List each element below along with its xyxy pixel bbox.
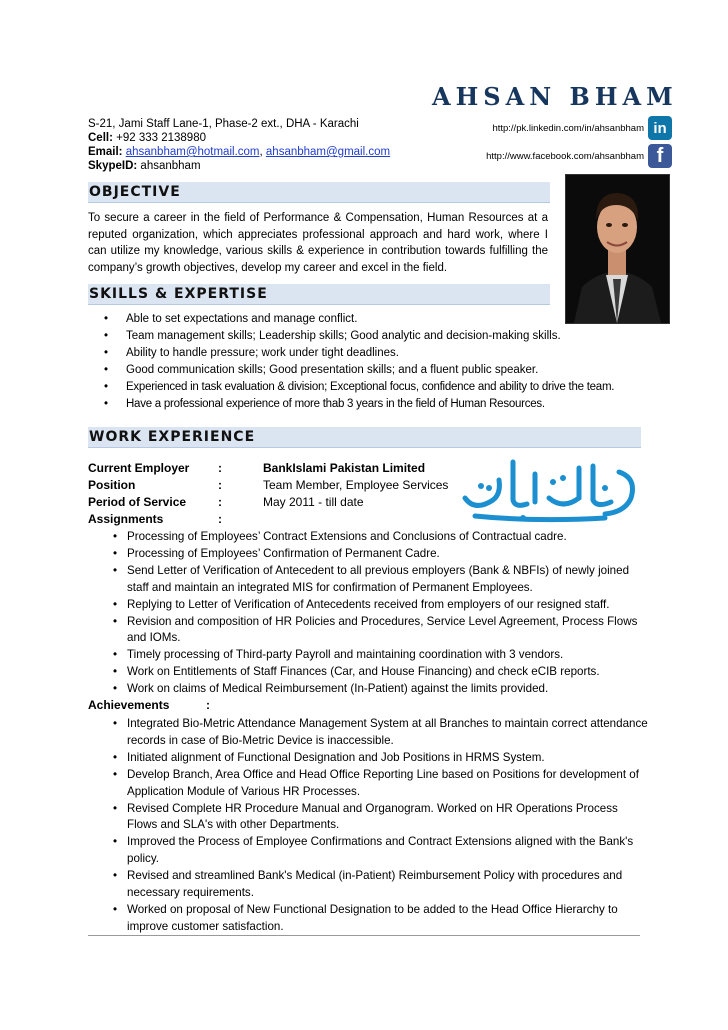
assignments-list xyxy=(88,529,648,698)
email-separator: , xyxy=(259,146,263,158)
assignments-label: Assignments xyxy=(88,512,164,526)
list-item: • Processing of Employees’ Confirmation of Permanent Cadre. xyxy=(88,546,648,563)
profile-photo xyxy=(565,174,670,324)
skype-line xyxy=(88,159,390,173)
candidate-name: AHSAN BHAM xyxy=(432,82,678,111)
list-item: • Able to set expectations and manage conflict. xyxy=(88,311,648,328)
colon: : xyxy=(218,461,222,475)
period-label: Period of Service xyxy=(88,495,187,509)
employer-value: BankIslami Pakistan Limited xyxy=(263,461,426,475)
position-label: Position xyxy=(88,478,136,492)
list-item: • Integrated Bio-Metric Attendance Management System at all Branches to maintain correct attendance records in case of Bio-Metric Device is inaccessible. xyxy=(88,716,648,750)
list-item: • Good communication skills; Good presentation skills; and a fluent public speaker. xyxy=(88,362,648,379)
list-item: • Initiated alignment of Functional Designation and Job Positions in HRMS System. xyxy=(88,750,648,767)
colon: : xyxy=(218,495,222,509)
achievements-row xyxy=(88,698,210,712)
list-item: • Revised Complete HR Procedure Manual and Organogram. Worked on HR Operations Process Flows and SLA's with other Departments. xyxy=(88,801,648,835)
employer-label: Current Employer xyxy=(88,461,190,475)
objective-heading: OBJECTIVE xyxy=(88,182,550,203)
work-heading: WORK EXPERIENCE xyxy=(88,427,641,448)
list-item: • Replying to Letter of Verification of Antecedents received from employers of our resigned staff. xyxy=(88,597,648,614)
bottom-divider xyxy=(88,935,640,936)
colon: : xyxy=(206,698,210,712)
period-row xyxy=(88,494,448,511)
employment-details xyxy=(88,460,448,528)
list-item: • Revised and streamlined Bank's Medical (in-Patient) Reimbursement Policy with procedures and necessary requirements. xyxy=(88,868,648,902)
list-item: • Worked on proposal of New Functional Designation to be added to the Head Office Hierarchy to improve customer satisfaction. xyxy=(88,902,648,936)
list-item: • Revision and composition of HR Policies and Procedures, Service Level Agreement, Process Flows and IOMs. xyxy=(88,614,648,648)
cell-label: Cell: xyxy=(88,132,113,144)
linkedin-url[interactable]: http://pk.linkedin.com/in/ahsanbham xyxy=(492,122,644,134)
position-row xyxy=(88,477,448,494)
cell-line xyxy=(88,131,390,145)
list-item: • Work on claims of Medical Reimbursement (In-Patient) against the limits provided. xyxy=(88,681,648,698)
achievements-label: Achievements xyxy=(88,698,170,712)
list-item: • Have a professional experience of more thab 3 years in the field of Human Resources. xyxy=(88,396,648,413)
email-label: Email: xyxy=(88,146,123,158)
email-link-hotmail[interactable]: ahsanbham@hotmail.com xyxy=(125,146,260,158)
colon: : xyxy=(218,512,222,526)
list-item: • Improved the Process of Employee Confirmations and Contract Extensions aligned with the Bank's policy. xyxy=(88,834,648,868)
assignments-row xyxy=(88,511,448,528)
email-line xyxy=(88,145,390,159)
linkedin-icon[interactable]: in xyxy=(648,116,672,140)
period-value: May 2011 - till date xyxy=(263,495,364,509)
list-item: • Experienced in task evaluation & division; Exceptional focus, confidence and ability to drive the team. xyxy=(88,379,648,396)
list-item: • Timely processing of Third-party Payroll and maintaining coordination with 3 vendors. xyxy=(88,647,648,664)
cell-number: +92 333 2138980 xyxy=(116,132,206,144)
skype-label: SkypeID: xyxy=(88,160,138,172)
bankislami-logo xyxy=(455,448,645,526)
objective-text: To secure a career in the field of Performance & Compensation, Human Resources at a reputed organization, which appreciates professional approach and hard work, where I can utilize my knowledge, various skills & experience in contribution towards fulfilling the company’s growth objectives, develop my career and excel in the field. xyxy=(88,212,548,274)
contact-block xyxy=(88,117,390,173)
list-item: • Work on Entitlements of Staff Finances (Car, and House Financing) and check eCIB reports. xyxy=(88,664,648,681)
achievements-list xyxy=(88,716,648,936)
position-value: Team Member, Employee Services xyxy=(263,478,449,492)
list-item: • Develop Branch, Area Office and Head Office Reporting Line based on Positions for development of Application Module of Various HR Processes. xyxy=(88,767,648,801)
skype-id: ahsanbham xyxy=(140,160,201,172)
facebook-url[interactable]: http://www.facebook.com/ahsanbham xyxy=(486,150,644,162)
colon: : xyxy=(218,478,222,492)
linkedin-row[interactable] xyxy=(492,116,672,140)
facebook-icon[interactable]: f xyxy=(648,144,672,168)
skills-heading: SKILLS & EXPERTISE xyxy=(88,284,550,305)
portrait-illustration xyxy=(566,175,669,323)
email-link-gmail[interactable]: ahsanbham@gmail.com xyxy=(265,146,391,158)
address: S-21, Jami Staff Lane-1, Phase-2 ext., DHA - Karachi xyxy=(88,118,359,130)
list-item: • Ability to handle pressure; work under tight deadlines. xyxy=(88,345,648,362)
list-item: • Team management skills; Leadership skills; Good analytic and decision-making skills. xyxy=(88,328,648,345)
list-item: • Processing of Employees’ Contract Extensions and Conclusions of Contractual cadre. xyxy=(88,529,648,546)
list-item: • Send Letter of Verification of Antecedent to all previous employers (Bank & NBFIs) of newly joined staff and maintain an integrated MIS for confirmation of Permanent Employees. xyxy=(88,563,648,597)
facebook-row[interactable] xyxy=(486,144,672,168)
employer-row xyxy=(88,460,448,477)
skills-list xyxy=(88,311,648,413)
